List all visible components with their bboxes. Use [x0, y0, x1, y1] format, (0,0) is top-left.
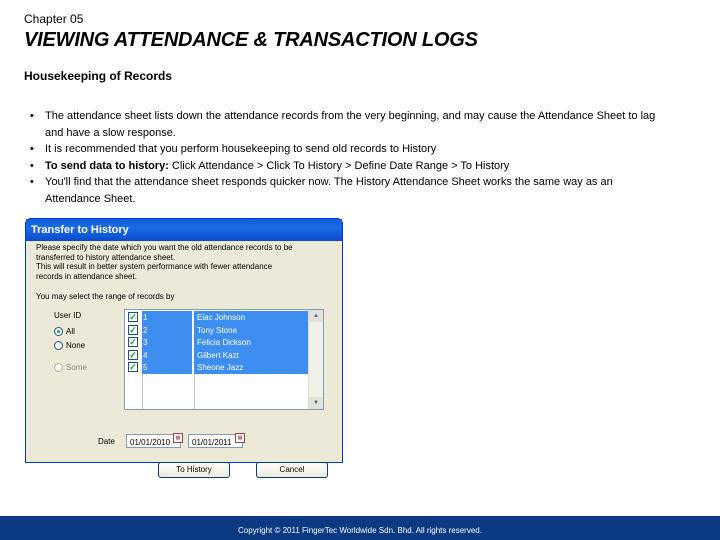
dialog-instructions [36, 243, 326, 281]
date-to-input[interactable]: 01/01/2011 [188, 434, 243, 448]
bullet-text: The attendance sheet lists down the attendance records from the very beginning, and may cause the Attendance Sheet to lag and have a slow response. [45, 110, 656, 139]
to-history-button[interactable]: To History [158, 462, 230, 478]
user-id-cell: 2 [142, 324, 193, 337]
date-label: Date [98, 437, 115, 446]
chapter-label: Chapter 05 [24, 12, 84, 26]
user-checkbox[interactable]: ✓ [129, 324, 137, 335]
calendar-icon[interactable]: ▦ [235, 433, 245, 443]
radio-none[interactable] [54, 341, 85, 350]
user-name-cell: Tony Stone [194, 324, 309, 337]
user-id-cell: 4 [142, 349, 193, 362]
bullet-list [30, 108, 670, 207]
instruction-line: transferred to history attendance sheet. [36, 252, 176, 262]
bullet-text: You'll find that the attendance sheet responds quicker now. The History Attendance Sheet works the same way as an Attendance Sheet. [45, 176, 613, 205]
copyright-text: Copyright © 2011 FingerTec Worldwide Sdn. Bhd. All rights reserved. [238, 526, 482, 535]
bullet-item [30, 158, 670, 175]
bullet-text: It is recommended that you perform housekeeping to send old records to History [45, 143, 437, 155]
range-label: You may select the range of records by [36, 292, 175, 301]
user-id-cell: 1 [142, 311, 193, 324]
instruction-line: This will result in better system performance with fewer attendance [36, 262, 273, 271]
user-list[interactable] [124, 309, 324, 410]
bullet-dot: • [30, 110, 34, 122]
user-checkbox[interactable]: ✓ [129, 337, 137, 347]
user-id-cell: 3 [142, 336, 193, 349]
radio-all[interactable] [54, 327, 75, 336]
calendar-icon[interactable]: ▦ [173, 433, 183, 443]
radio-all-circle[interactable] [54, 327, 63, 336]
user-name-cell: Felicia Dickson [194, 336, 309, 349]
radio-none-label: None [66, 341, 86, 350]
user-id-group-label: User ID [54, 311, 82, 320]
instruction-line: Please specify the date which you want the old attendance records to be [36, 243, 293, 252]
radio-some-label: Some [66, 363, 87, 372]
user-name-cell: Eiac Johnson [194, 311, 309, 324]
bullet-dot: • [30, 143, 34, 155]
section-subtitle: Housekeeping of Records [24, 69, 173, 83]
user-list-row[interactable] [125, 336, 309, 349]
bullet-bold-text: To send data to history: [45, 159, 169, 172]
user-checkbox[interactable]: ✓ [129, 362, 137, 372]
scroll-down-icon[interactable]: ▼ [309, 397, 323, 409]
instruction-line: records in attendance sheet. [36, 271, 137, 281]
bullet-text: Click Attendance > Click To History > Define Date Range > To History [168, 159, 510, 172]
user-name-cell: Gilbert Kazt [194, 349, 309, 362]
bullet-dot: • [30, 159, 34, 172]
user-name-cell: Sheone Jazz [194, 361, 309, 374]
scroll-up-icon[interactable]: ▲ [309, 310, 323, 322]
radio-none-circle[interactable] [54, 341, 63, 350]
user-id-cell: 5 [142, 361, 193, 374]
transfer-to-history-dialog [25, 218, 343, 474]
user-list-row[interactable] [125, 324, 309, 337]
radio-some[interactable] [54, 363, 87, 372]
user-checkbox[interactable]: ✓ [129, 312, 137, 322]
bullet-item [30, 141, 670, 158]
list-empty-area [142, 374, 309, 409]
user-list-row[interactable] [125, 349, 309, 362]
user-checkbox[interactable]: ✓ [129, 349, 137, 360]
dialog-body [26, 241, 342, 474]
bullet-dot: • [30, 176, 34, 188]
radio-some-circle[interactable] [54, 363, 63, 372]
list-scrollbar[interactable] [308, 310, 323, 409]
cancel-button[interactable]: Cancel [256, 462, 328, 478]
page-title: VIEWING ATTENDANCE & TRANSACTION LOGS [24, 29, 478, 51]
user-list-row[interactable] [125, 361, 309, 374]
bullet-item [30, 174, 670, 207]
footer-bar [0, 516, 720, 540]
radio-all-label: All [66, 327, 75, 336]
date-from-input[interactable]: 01/01/2010 [126, 434, 181, 448]
dialog-title: Transfer to History [26, 219, 342, 241]
user-list-row[interactable] [125, 311, 309, 324]
bullet-item [30, 108, 670, 141]
